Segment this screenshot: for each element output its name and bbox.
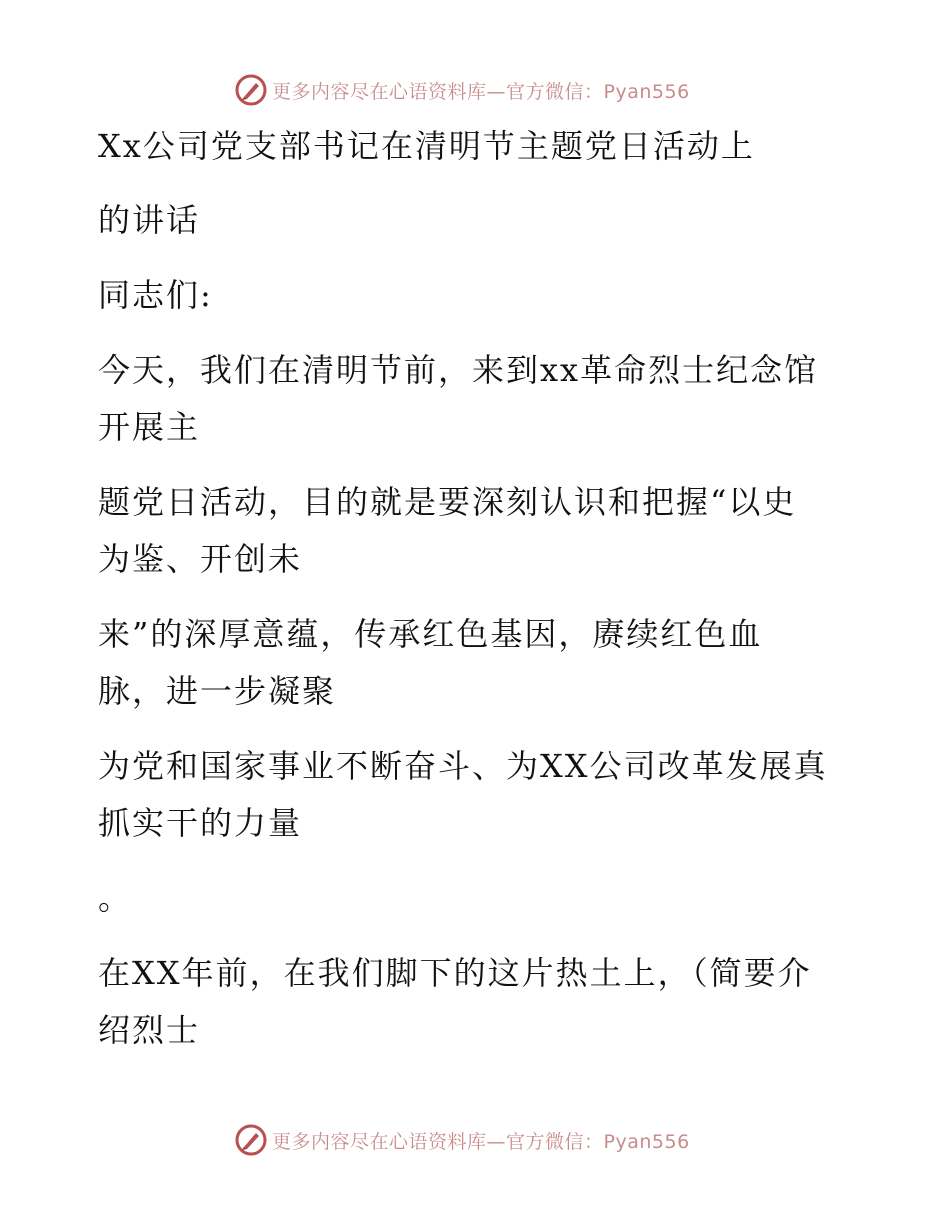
paragraph-line: 绍烈士 [98, 1011, 201, 1049]
paragraph-line: 来”的深厚意蕴，传承红色基因，赓续红色血 [98, 615, 763, 653]
paragraph-line: 为鉴、开创未 [98, 540, 303, 578]
salutation-line: 同志们: [98, 276, 213, 314]
paragraph-line: 开展主 [98, 408, 201, 446]
paragraph-line: 为党和国家事业不断奋斗、为XX公司改革发展真 [98, 747, 828, 785]
paragraph-line: 在XX年前，在我们脚下的这片热土上，（简要介 [98, 954, 812, 992]
pen-logo-icon [234, 73, 268, 107]
paragraph-line: 题党日活动，目的就是要深刻认识和把握“以史 [98, 483, 797, 521]
footer-watermark [234, 1122, 690, 1158]
doc-title-line-1: Xx公司党支部书记在清明节主题党日活动上 [98, 127, 755, 165]
paragraph-line: 脉，进一步凝聚 [98, 672, 337, 710]
watermark-text: 更多内容尽在心语资料库—官方微信：Pyan556 [272, 1130, 690, 1153]
doc-title-line-2: 的讲话 [98, 201, 201, 239]
paragraph-line: 抓实干的力量 [98, 804, 303, 842]
paragraph-line: 今天，我们在清明节前，来到xx革命烈士纪念馆 [98, 351, 819, 389]
header-watermark [234, 72, 690, 108]
pen-logo-icon [234, 1123, 268, 1157]
paragraph-line: 。 [98, 879, 133, 917]
watermark-text: 更多内容尽在心语资料库—官方微信：Pyan556 [272, 80, 690, 103]
